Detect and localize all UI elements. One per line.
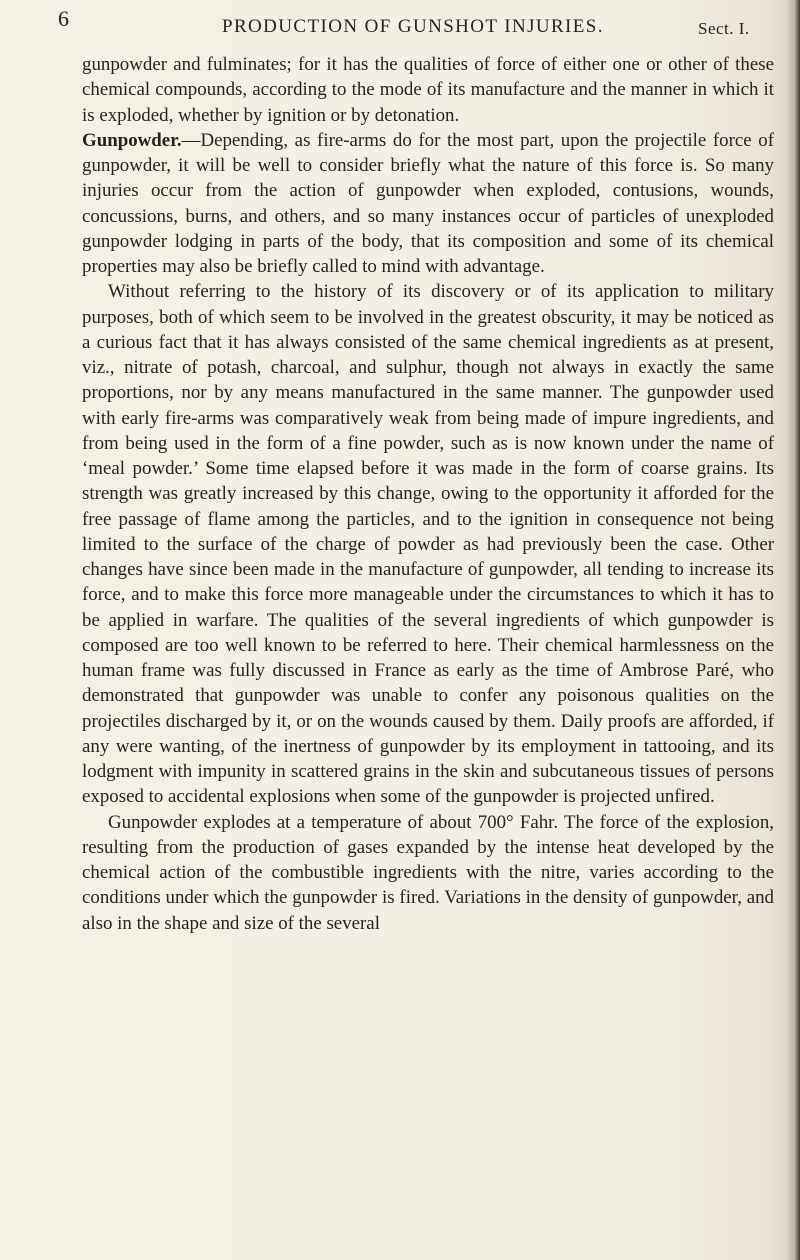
paragraph-continuation xyxy=(82,52,774,128)
section-label: Sect. I. xyxy=(698,19,750,38)
paragraph-text: Gunpowder explodes at a temperature of about 700° Fahr. The force of the explosion, resulting from the production of gases expanded by the intense heat developed by the chemical action of the combustible ingredients with the nitre, varies according to the conditions under which the gunpowder is fired. Variations in the density of gunpowder, and also in the shape and size of the several xyxy=(82,811,774,934)
paragraph-explosion xyxy=(82,810,774,936)
paragraph-heading: Gunpowder. xyxy=(82,129,182,151)
page-number: 6 xyxy=(58,6,69,31)
book-spine-shadow xyxy=(786,0,800,1260)
page-header xyxy=(58,6,758,46)
paragraph-text: gunpowder and fulminates; for it has the qualities of force of either one or other of these chemical compounds, according to the mode of its manufacture and the manner in which it is exploded, whether by ignition or by detonation. xyxy=(82,54,774,126)
paragraph-history xyxy=(82,279,774,809)
paragraph-text: Without referring to the history of its discovery or of its application to military purposes, both of which seem to be involved in the greatest obscurity, it may be noticed as a curious fact that it has always consisted of the same chemical ingredients as at present, viz., nitrate of potash, charcoal, and sulphur, though not always in exactly the same proportions, nor by any means manufactured in the same manner. The gunpowder used with early fire-arms was comparatively weak from being made of impure ingredients, and from being used in the form of a fine powder, such as is now known under the name of ‘meal powder.’ Some time elapsed before it was made in the form of coarse grains. Its strength was greatly increased by this change, owing to the opportunity it afforded for the free passage of flame among the particles, and to the ignition in consequence not being limited to the surface of the charge of powder as had previously been the case. Other changes have since been made in the manufacture of gunpowder, all tending to increase its force, and to make this force more manageable under the circumstances to which it has to be applied in warfare. The qualities of the several ingredients of which gunpowder is composed are too well known to be referred to here. Their chemical harmlessness on the human frame was fully discussed in France as early as the time of Ambrose Paré, who demonstrated that gunpowder was unable to confer any poisonous qualities on the projectiles discharged by it, or on the wounds caused by them. Daily proofs are afforded, if any were wanting, of the inertness of gunpowder by its employment in tattooing, and its lodgment with impunity in scattered grains in the skin and subcutaneous tissues of persons exposed to accidental explosions when some of the gunpowder is projected unfired. xyxy=(82,281,774,808)
paragraph-gunpowder xyxy=(82,128,774,280)
running-title: PRODUCTION OF GUNSHOT INJURIES. xyxy=(222,16,604,37)
paragraph-text: —Depending, as fire-arms do for the most part, upon the projectile force of gunpowder, it will be well to consider briefly what the nature of this force is. So many injuries occur from the action of gunpowder when exploded, contusions, wounds, concussions, burns, and others, and so many instances occur of particles of unexploded gunpowder lodging in parts of the body, that its composition and some of its chemical properties may also be briefly called to mind with advantage. xyxy=(82,129,774,277)
body-text xyxy=(82,52,774,936)
